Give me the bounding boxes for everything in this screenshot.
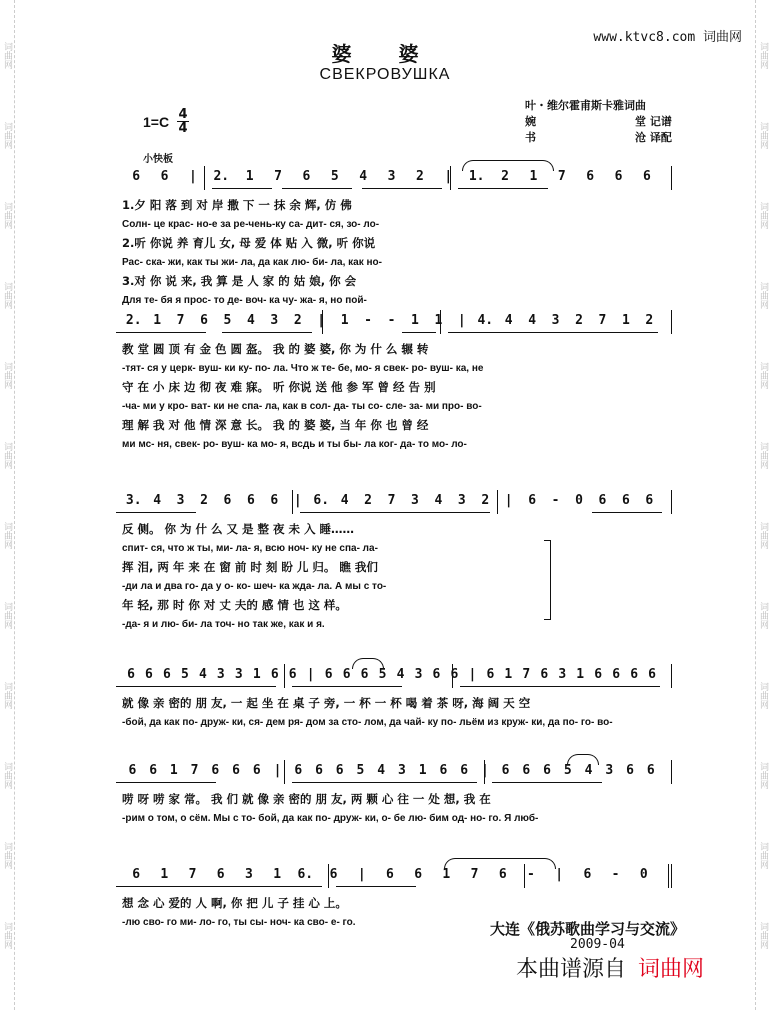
beam-line xyxy=(492,782,602,783)
beam-line xyxy=(592,512,662,513)
beam-line xyxy=(116,782,216,783)
credit-lyrics-music: 叶・维尔霍甫斯卡雅词曲 xyxy=(525,99,646,112)
credit-notation: 婉 堂 记谱 xyxy=(525,115,672,128)
beam-line xyxy=(402,332,436,333)
beam-line xyxy=(282,188,352,189)
notes-text: 6 6 6 5 4 3 3 1 6 6 | 6 6 6 5 4 3 6 6 | 6 1 7 6 3 1 6 6 6 6 xyxy=(127,667,656,682)
repeat-brace xyxy=(544,540,551,620)
footer-credit xyxy=(516,952,704,983)
notes-text: 6 6 1 7 6 6 6 | 6 6 6 5 4 3 1 6 6 | 6 6 6 5 4 3 6 6 xyxy=(128,763,655,778)
score-system-5 xyxy=(112,760,672,828)
credits xyxy=(525,98,672,146)
lyric-line-zh: 守 在 小 床 边 彻 夜 难 寐。 听 你说 送 他 参 军 曾 经 告 别 xyxy=(122,380,436,394)
notes-row xyxy=(112,166,672,190)
site-url[interactable]: www.ktvc8.com 词曲网 xyxy=(593,30,742,45)
time-signature xyxy=(177,108,189,135)
beam-line xyxy=(116,686,276,687)
key-signature: 1=C xyxy=(143,114,170,130)
credit-translation: 书 沧 译配 xyxy=(525,131,672,144)
left-watermark-strip: 词曲网 词曲网 词曲网 词曲网 词曲网 词曲网 词曲网 词曲网 词曲网 词曲网 词曲网 词曲网 xyxy=(0,0,15,1010)
lyric-line-ru: спит- ся, что ж ты, ми- ла- я, всю ноч- ку не спа- ла- xyxy=(122,543,378,554)
score-system-2 xyxy=(112,310,672,454)
source-publication: 大连《俄苏歌曲学习与交流》 xyxy=(490,920,686,938)
lyric-line-ru: -тят- ся у церк- вуш- ки ку- по- ла. Что ж те- бе, мо- я свек- ро- вуш- ка, не xyxy=(122,363,484,374)
beam-line xyxy=(222,332,312,333)
lyric-line-ru: Рас- ска- жи, как ты жи- ла, да как лю- би- ла, как но- xyxy=(122,257,382,268)
lyric-line-zh: 反 侧。 你 为 什 么 又 是 整 夜 未 入 睡…… xyxy=(122,522,355,536)
notes-text: 6 6 | 2. 1 7 6 5 4 3 2 | 1. 2 1 7 6 6 6 xyxy=(132,169,651,184)
beam-line xyxy=(116,886,322,887)
lyric-line-zh: 3.对 你 说 来, 我 算 是 人 家 的 姑 娘, 你 会 xyxy=(122,274,357,288)
right-watermark-strip: 词曲网 词曲网 词曲网 词曲网 词曲网 词曲网 词曲网 词曲网 词曲网 词曲网 词曲网 词曲网 xyxy=(755,0,770,1010)
beam-line xyxy=(448,332,658,333)
notes-row xyxy=(112,310,672,334)
beam-line xyxy=(336,886,416,887)
lyric-line-ru: -бой, да как по- друж- ки, ся- дем ря- дом за сто- лом, да чай- ку по- льём из круж- ки, да по- го- во- xyxy=(122,717,613,728)
beam-line xyxy=(460,686,660,687)
score-system-4 xyxy=(112,664,672,732)
lyric-line-zh: 1.夕 阳 落 到 对 岸 撒 下 一 抹 余 辉, 仿 佛 xyxy=(122,198,352,212)
beam-line xyxy=(458,188,548,189)
lyric-line-zh: 想 念 心 爱的 人 啊, 你 把 儿 子 挂 心 上。 xyxy=(122,896,347,910)
notes-row xyxy=(112,760,672,784)
source-date: 2009-04 xyxy=(570,937,625,952)
lyric-line-ru: ми мс- ня, свек- ро- вуш- ка мо- я, всдь и ты бы- ла ког- да- то мо- ло- xyxy=(122,439,467,450)
beam-line xyxy=(292,782,477,783)
beam-line xyxy=(116,332,206,333)
lyric-line-ru: -да- я и лю- би- ла точ- но так же, как и я. xyxy=(122,619,325,630)
time-signature-top: 4 xyxy=(178,107,188,122)
notes-text: 3. 4 3 2 6 6 6 | 6. 4 2 7 3 4 3 2 | 6 - 0 6 6 6 xyxy=(125,493,654,508)
beam-line xyxy=(116,512,196,513)
lyric-line-zh: 2.听 你说 养 育儿 女, 母 爱 体 贴 入 微, 听 你说 xyxy=(122,236,376,250)
notes-text: 2. 1 7 6 5 4 3 2 | 1 - - 1 1 | 4. 4 4 3 2 7 1 2 xyxy=(125,313,654,328)
song-title: 婆 婆 xyxy=(331,42,439,66)
notes-row xyxy=(112,864,672,888)
lyric-line-ru: -ча- ми у кро- ват- ки не спа- ла, как в сол- да- ты со- сле- за- ми про- во- xyxy=(122,401,482,412)
time-signature-bottom: 4 xyxy=(178,121,188,136)
song-title-russian: СВЕКРОВУШКА xyxy=(319,66,451,83)
lyric-line-zh: 理 解 我 对 他 情 深 意 长。 我 的 婆 婆, 当 年 你 也 曾 经 xyxy=(122,418,429,432)
lyric-line-ru: -ди ла и два го- да у о- ко- шеч- ка жда- ла. А мы с то- xyxy=(122,581,387,592)
lyric-line-ru: -лю сво- го ми- ло- го, ты сы- ноч- ка сво- е- го. xyxy=(122,917,356,928)
lyric-line-ru: Для те- бя я прос- то де- воч- ка чу- жа- я, но пой- xyxy=(122,295,367,306)
score-system-1 xyxy=(112,166,672,310)
beam-line xyxy=(362,188,442,189)
lyric-line-zh: 就 像 亲 密的 朋 友, 一 起 坐 在 桌 子 旁, 一 杯 一 杯 喝 着 茶 呀, 海 阔 天 空 xyxy=(122,696,531,710)
lyric-line-zh: 年 轻, 那 时 你 对 丈 夫的 感 情 也 这 样。 xyxy=(122,598,347,612)
tempo-marking: 小快板 xyxy=(143,154,173,165)
notes-text: 6 1 7 6 3 1 6. 6 | 6 6 1 7 6 - | 6 - 0 xyxy=(132,867,648,882)
notes-row xyxy=(112,664,672,688)
beam-line xyxy=(292,686,402,687)
beam-line xyxy=(212,188,272,189)
lyric-line-zh: 唠 呀 唠 家 常。 我 们 就 像 亲 密的 朋 友, 两 颗 心 往 一 处 想, 我 在 xyxy=(122,792,491,806)
lyric-line-ru: Солн- це крас- но-е за ре-чень-ку са- дит- ся, зо- ло- xyxy=(122,219,380,230)
footer-site-link[interactable]: 词曲网 xyxy=(638,957,705,982)
lyric-line-ru: -рим о том, о сём. Мы с то- бой, да как по- друж- ки, о- бе лю- бим од- но- го. Я люб- xyxy=(122,813,539,824)
lyric-line-zh: 挥 泪, 两 年 来 在 窗 前 时 刻 盼 儿 归。 瞧 我们 xyxy=(122,560,378,574)
footer-text: 本曲谱源自 xyxy=(516,957,627,982)
notes-row xyxy=(112,490,672,514)
lyric-line-zh: 教 堂 圆 顶 有 金 色 圆 盔。 我 的 婆 婆, 你 为 什 么 辗 转 xyxy=(122,342,429,356)
beam-line xyxy=(300,512,490,513)
score-system-3 xyxy=(112,490,672,634)
